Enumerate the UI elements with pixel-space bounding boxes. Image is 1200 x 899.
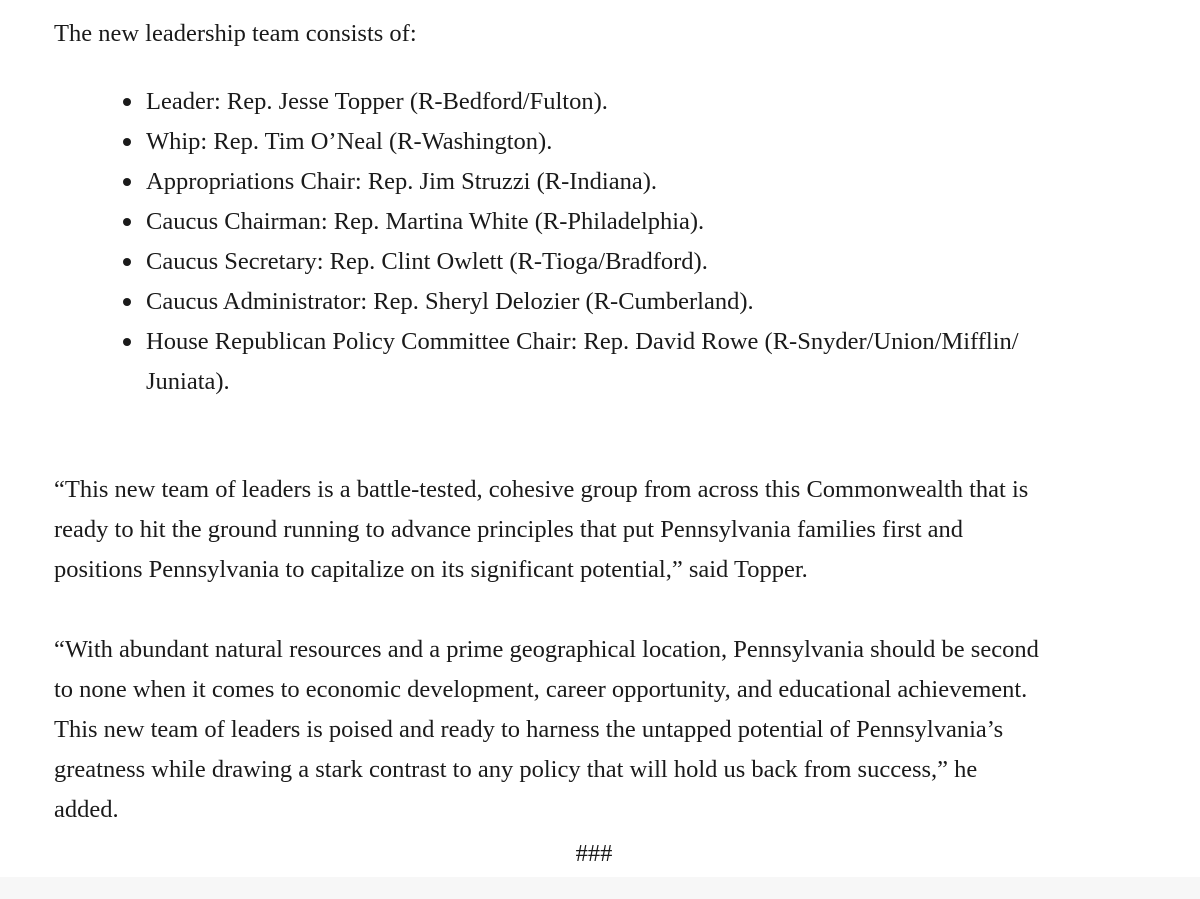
bullet-icon [123, 138, 131, 146]
bullet-icon [123, 218, 131, 226]
paragraph-line: ready to hit the ground running to advance principles that put Pennsylvania families first and [54, 516, 964, 543]
list-item [146, 322, 1136, 402]
list-item [146, 122, 1136, 162]
paragraph-line: “This new team of leaders is a battle-tested, cohesive group from across this Commonwealth that is [54, 476, 1029, 503]
end-of-release-mark: ### [575, 840, 613, 867]
list-item-text: Whip: Rep. Tim O’Neal (R-Washington). [146, 128, 553, 155]
bullet-icon [123, 178, 131, 186]
bullet-icon [123, 258, 131, 266]
list-item-text: Caucus Administrator: Rep. Sheryl Delozier (R-Cumberland). [146, 288, 754, 315]
bullet-icon [123, 298, 131, 306]
paragraph-line: “With abundant natural resources and a prime geographical location, Pennsylvania should be second [54, 636, 1039, 663]
page-bottom-band [0, 877, 1200, 899]
bullet-icon [123, 98, 131, 106]
list-item [146, 202, 1136, 242]
intro-text: The new leadership team consists of: [54, 20, 417, 47]
paragraph-line: positions Pennsylvania to capitalize on its significant potential,” said Topper. [54, 556, 808, 583]
list-item [146, 162, 1136, 202]
list-item [146, 282, 1136, 322]
list-item-text: Caucus Secretary: Rep. Clint Owlett (R-Tioga/Bradford). [146, 248, 708, 275]
paragraph-line: greatness while drawing a stark contrast to any policy that will hold us back from success,” he [54, 756, 978, 783]
paragraph-line: This new team of leaders is poised and ready to harness the untapped potential of Pennsylvania’s [54, 716, 1004, 743]
list-item-text: Caucus Chairman: Rep. Martina White (R-Philadelphia). [146, 208, 705, 235]
topper-quote-paragraph [54, 470, 1154, 590]
paragraph-line: to none when it comes to economic development, career opportunity, and educational achievement. [54, 676, 1028, 703]
list-item-text-continued: Juniata). [146, 368, 230, 395]
list-item [146, 82, 1136, 122]
leadership-list [146, 82, 1136, 402]
second-quote-paragraph [54, 630, 1154, 830]
list-item-text: House Republican Policy Committee Chair: Rep. David Rowe (R-Snyder/Union/Mifflin/ [146, 328, 1019, 355]
list-item-text: Appropriations Chair: Rep. Jim Struzzi (R-Indiana). [146, 168, 657, 195]
bullet-icon [123, 338, 131, 346]
list-item-text: Leader: Rep. Jesse Topper (R-Bedford/Fulton). [146, 88, 608, 115]
list-item [146, 242, 1136, 282]
paragraph-line: added. [54, 796, 119, 823]
